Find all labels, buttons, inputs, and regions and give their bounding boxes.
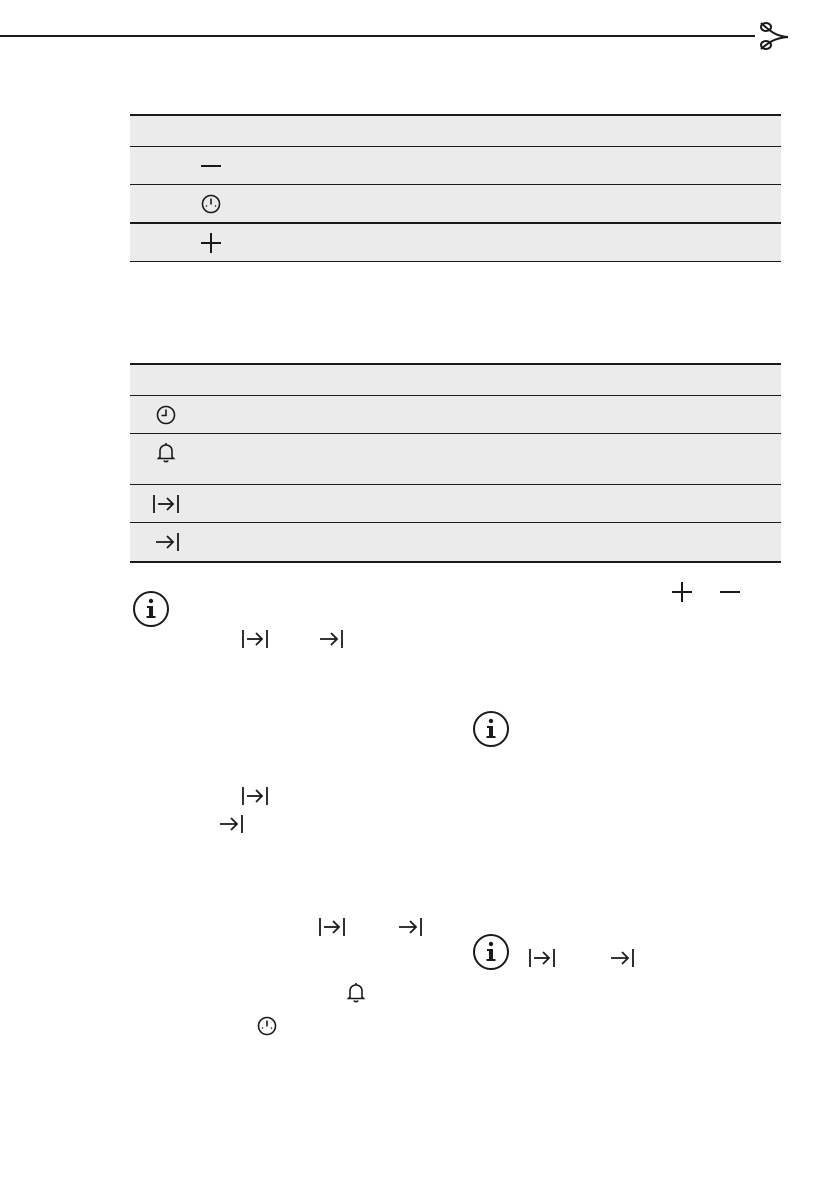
timer-icon [199, 192, 223, 216]
table-row [130, 222, 781, 261]
info-icon [132, 590, 170, 628]
end-time-icon [316, 627, 344, 651]
end-time-icon [395, 915, 423, 939]
clock-icon [154, 403, 178, 427]
table-header-row [130, 363, 781, 395]
bell-icon [344, 980, 368, 1004]
duration-icon [152, 492, 180, 516]
bell-icon [154, 440, 178, 464]
cut-line [0, 35, 755, 37]
buttons-table [130, 114, 781, 262]
duration-icon [241, 627, 269, 651]
table-row [130, 184, 781, 222]
minus-icon [719, 581, 741, 603]
functions-table [130, 363, 781, 563]
table-row [130, 522, 781, 561]
duration-icon [528, 946, 556, 970]
table-row [130, 484, 781, 522]
duration-icon [241, 784, 269, 808]
end-time-icon [607, 946, 635, 970]
table-row [130, 433, 781, 484]
info-icon [472, 933, 510, 971]
plus-icon [671, 581, 693, 603]
table-bottom-rule [130, 561, 781, 563]
minus-icon [199, 154, 223, 178]
end-time-icon [216, 812, 244, 836]
scissors-icon [758, 21, 790, 51]
duration-icon [318, 915, 346, 939]
table-header-row [130, 114, 781, 146]
end-time-icon [152, 530, 180, 554]
table-row [130, 395, 781, 433]
table-row [130, 146, 781, 184]
table-bottom-rule [130, 261, 781, 262]
info-icon [472, 710, 510, 748]
timer-icon [255, 1014, 279, 1038]
plus-icon [199, 231, 223, 255]
